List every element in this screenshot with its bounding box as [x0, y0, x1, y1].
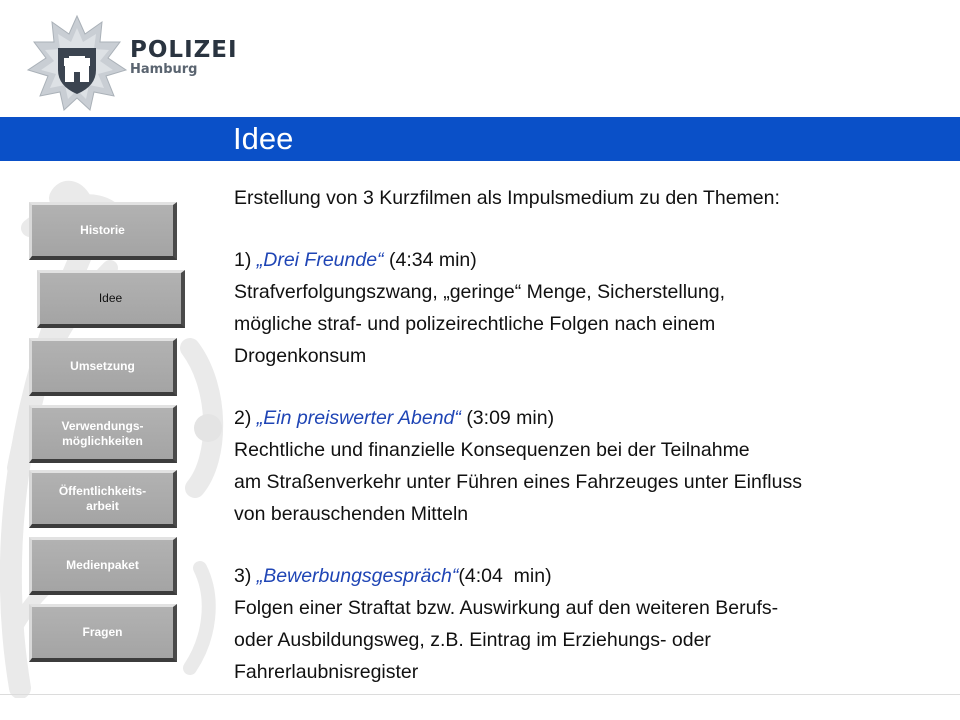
film-description-line: Fahrerlaubnisregister — [234, 661, 419, 683]
slide-content — [234, 182, 949, 688]
film-title: „Ein preiswerter Abend“ — [256, 407, 461, 429]
film-description-line: Folgen einer Straftat bzw. Auswirkung auf den weiteren Berufs- — [234, 597, 779, 619]
film-description-line: Drogenkonsum — [234, 345, 367, 367]
slide-title: Idee — [233, 121, 294, 156]
nav-button-label: Verwendungs- möglichkeiten — [61, 418, 144, 448]
film-heading — [234, 402, 949, 434]
nav-button-umsetzung[interactable] — [29, 338, 177, 396]
intro-text: Erstellung von 3 Kurzfilmen als Impulsmedium zu den Themen: — [234, 187, 780, 209]
film-heading — [234, 244, 949, 276]
film-duration: (3:09 min) — [466, 407, 555, 429]
nav-button-historie[interactable] — [29, 202, 177, 260]
film-title: „Bewerbungsgespräch“ — [256, 565, 459, 587]
police-star-badge-icon — [22, 12, 132, 112]
film-duration: (4:04 min) — [458, 565, 552, 587]
nav-button-label: Öffentlichkeits- arbeit — [58, 483, 147, 513]
nav-button-verwendungsmoeglichkeiten[interactable] — [29, 405, 177, 463]
nav-button-label: Fragen — [82, 625, 123, 639]
nav-button-label: Medienpaket — [66, 558, 139, 572]
film-description-line: mögliche straf- und polizeirechtliche Folgen nach einem — [234, 313, 716, 335]
film-description-line: am Straßenverkehr unter Führen eines Fahrzeuges unter Einfluss — [234, 471, 802, 493]
nav-button-idee[interactable] — [37, 270, 185, 328]
nav-button-label: Umsetzung — [70, 359, 135, 373]
nav-button-medienpaket[interactable] — [29, 537, 177, 595]
film-number: 2) — [234, 407, 252, 429]
brand — [130, 38, 238, 78]
film-description-line: oder Ausbildungsweg, z.B. Eintrag im Erziehungs- oder — [234, 629, 711, 651]
film-description-line: von berauschenden Mitteln — [234, 503, 469, 525]
brand-title: POLIZEI — [130, 37, 238, 63]
brand-subtitle: Hamburg — [130, 62, 198, 77]
film-heading — [234, 560, 949, 592]
film-duration: (4:34 min) — [388, 249, 477, 271]
nav-button-fragen[interactable] — [29, 604, 177, 662]
film-description-line: Rechtliche und finanzielle Konsequenzen bei der Teilnahme — [234, 439, 750, 461]
film-number: 3) — [234, 565, 252, 587]
film-description-line: Strafverfolgungszwang, „geringe“ Menge, Sicherstellung, — [234, 281, 726, 303]
nav-button-label: Idee — [98, 291, 123, 305]
nav-button-oeffentlichkeitsarbeit[interactable] — [29, 470, 177, 528]
film-number: 1) — [234, 249, 252, 271]
nav-button-label: Historie — [80, 223, 125, 237]
bottom-divider — [0, 694, 960, 695]
film-title: „Drei Freunde“ — [256, 249, 384, 271]
title-bar — [0, 117, 960, 161]
